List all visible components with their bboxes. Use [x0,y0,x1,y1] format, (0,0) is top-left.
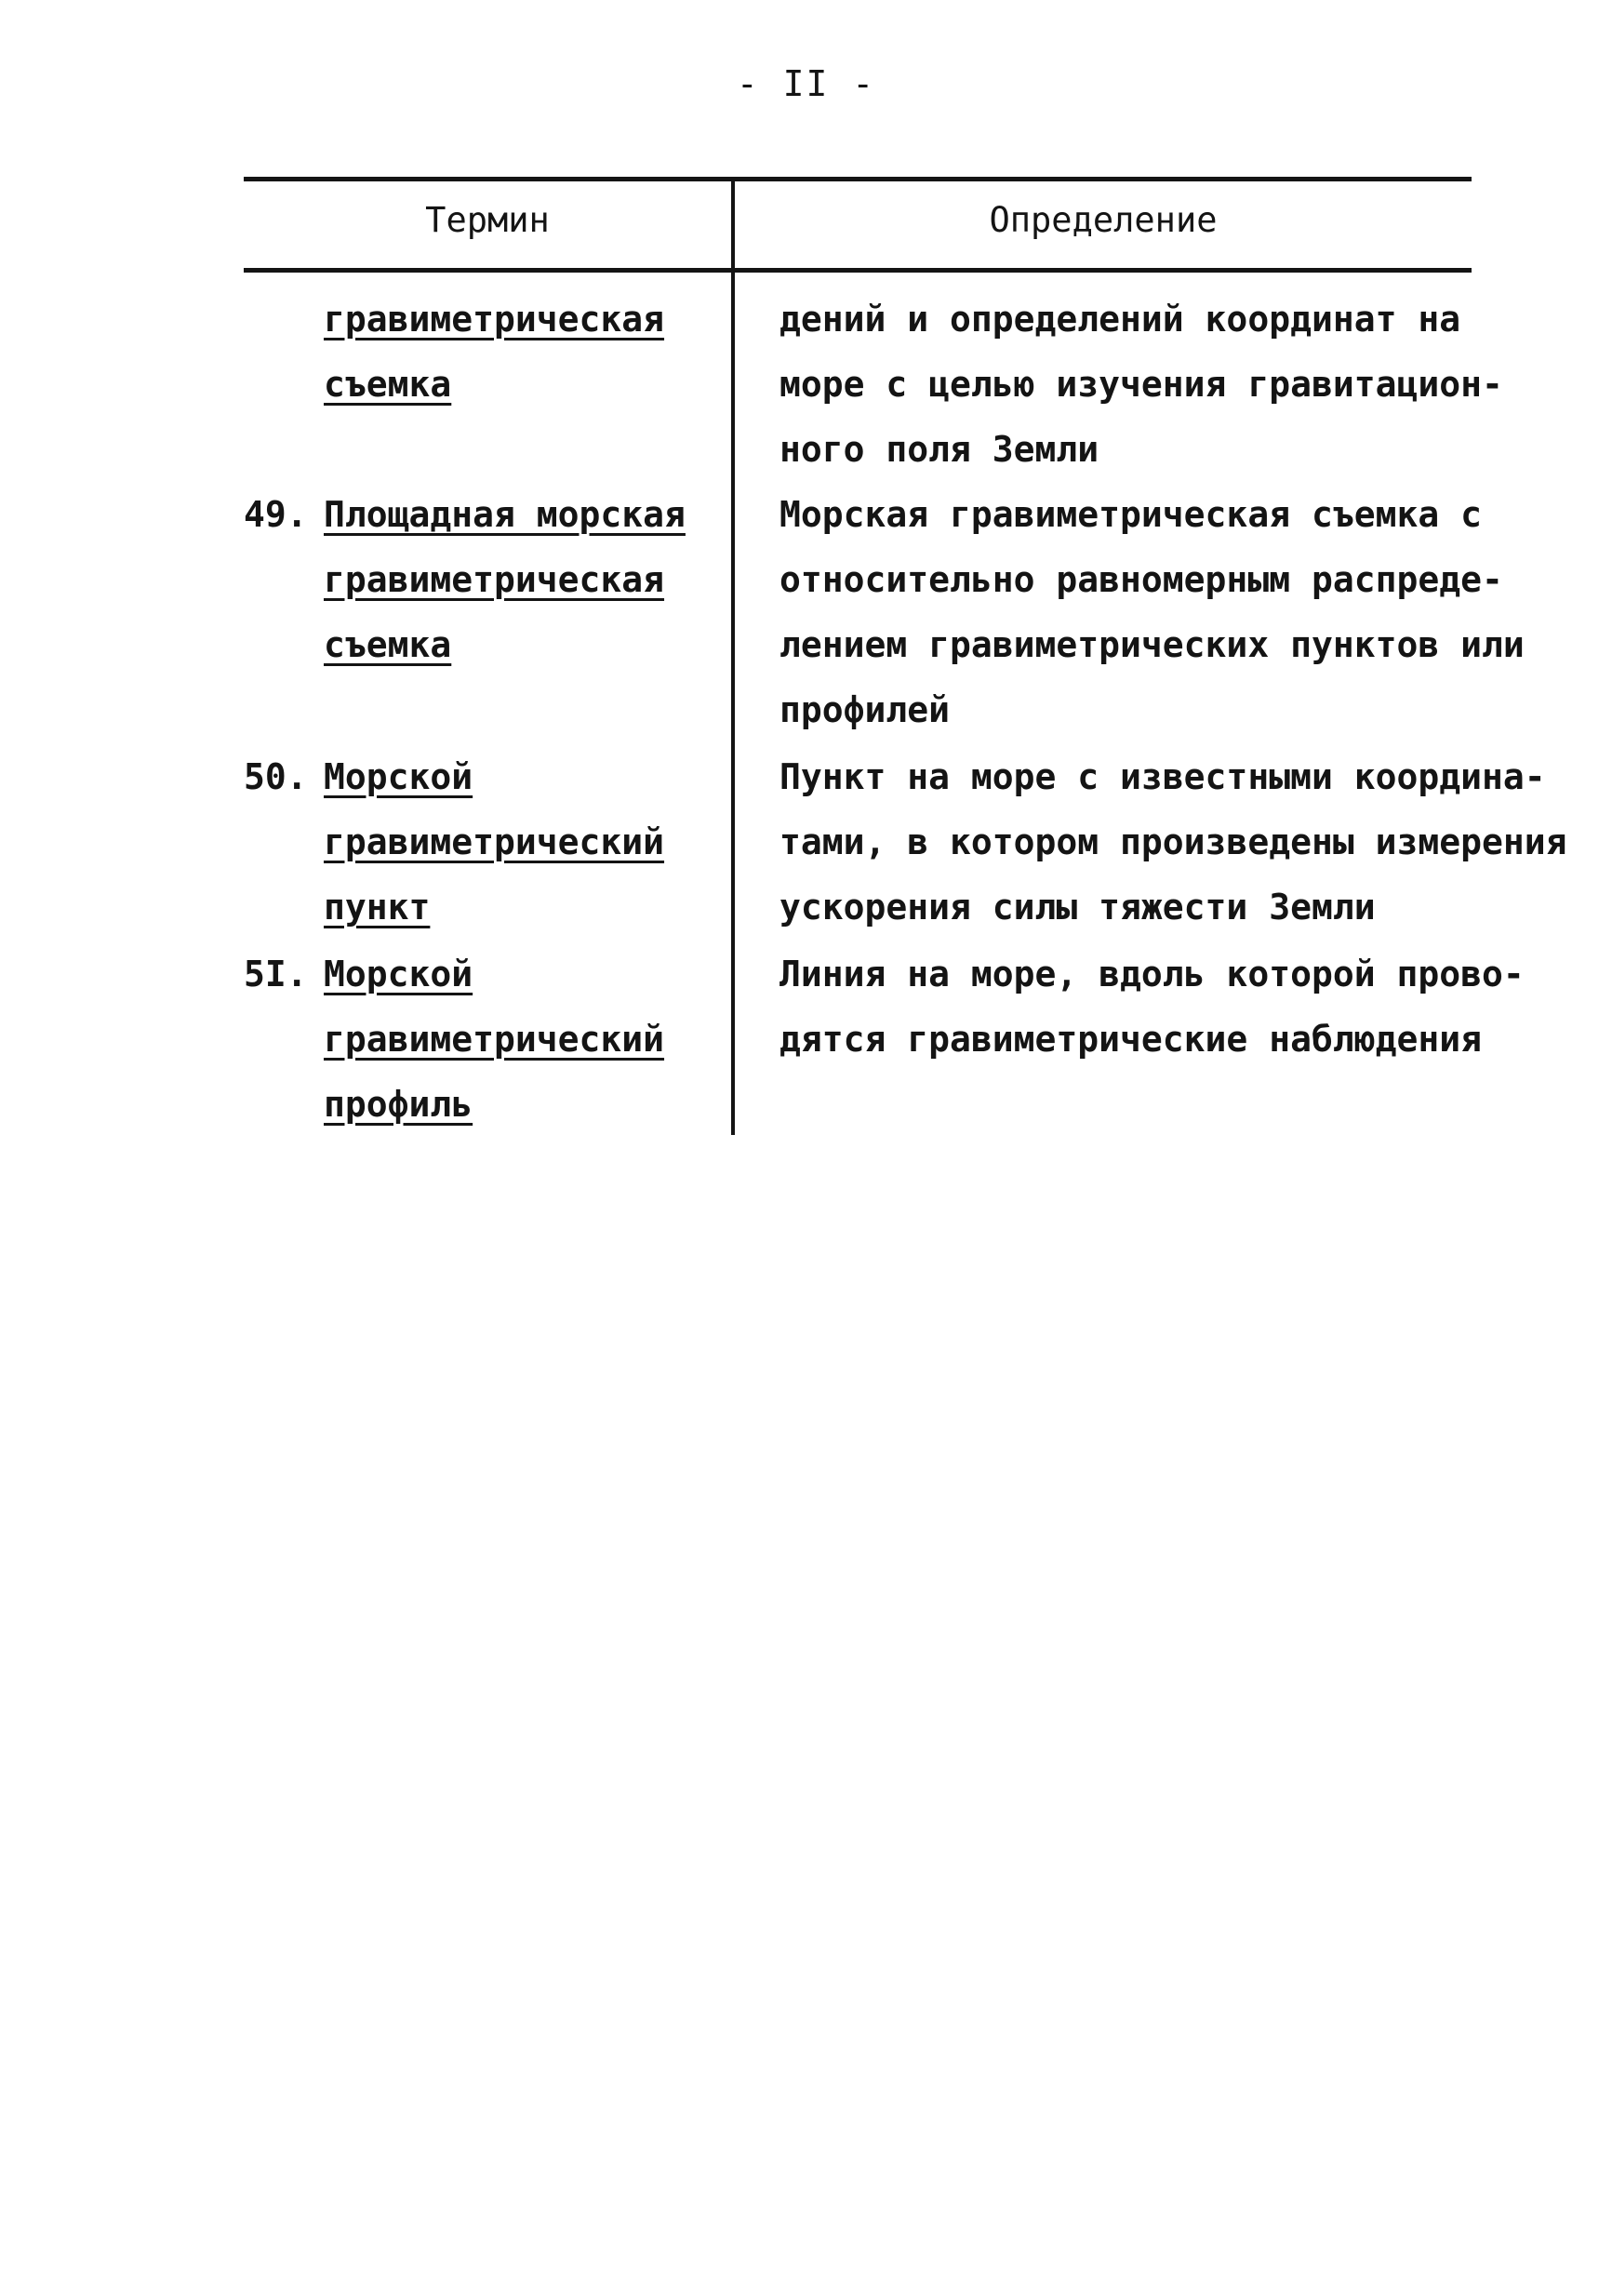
term-line: профиль [324,1084,473,1125]
page-number: - II - [736,63,876,104]
term-line: пункт [324,887,431,928]
table-row-term [324,941,664,1137]
table-row-term [324,744,664,940]
term-line: Морской [324,756,473,797]
definition-line: дятся гравиметрические наблюдения [779,1019,1482,1060]
term-line: съемка [324,364,452,405]
definition-line: Пункт на море с известными координа- [779,756,1546,797]
term-number: 5I. [244,954,308,994]
definition-line: тами, в котором произведены измерения [779,821,1567,862]
definition-line: Линия на море, вдоль которой прово- [779,954,1525,994]
table-row-definition [779,287,1503,482]
definition-line: ного поля Земли [779,429,1099,470]
term-line: гравиметрический [324,821,665,862]
definition-line: дений и определений координат на [779,299,1461,340]
definition-line: Морская гравиметрическая съемка с [779,494,1482,535]
table-top-rule [244,177,1472,181]
term-line: Морской [324,954,473,994]
column-header-definition: Определение [989,200,1218,240]
table-row-definition [779,941,1525,1072]
table-row-definition [779,482,1525,742]
table-row-definition [779,744,1566,940]
definition-line: относительно равномерным распреде- [779,559,1503,600]
term-line: гравиметрическая [324,559,665,600]
term-line: Площадная морская [324,494,686,535]
table-header-rule [244,268,1472,273]
term-line: съемка [324,624,452,665]
table-row-term [324,482,686,677]
definition-line: море с целью изучения гравитацион- [779,364,1503,405]
column-divider [731,177,735,1135]
term-line: гравиметрический [324,1019,665,1060]
table-row-term [324,287,664,417]
definition-line: ускорения силы тяжести Земли [779,887,1376,928]
column-header-term: Термин [425,200,550,240]
definition-line: профилей [779,689,951,730]
term-number: 50. [244,756,308,797]
definition-line: лением гравиметрических пунктов или [779,624,1525,665]
term-line: гравиметрическая [324,299,665,340]
term-number: 49. [244,494,308,535]
